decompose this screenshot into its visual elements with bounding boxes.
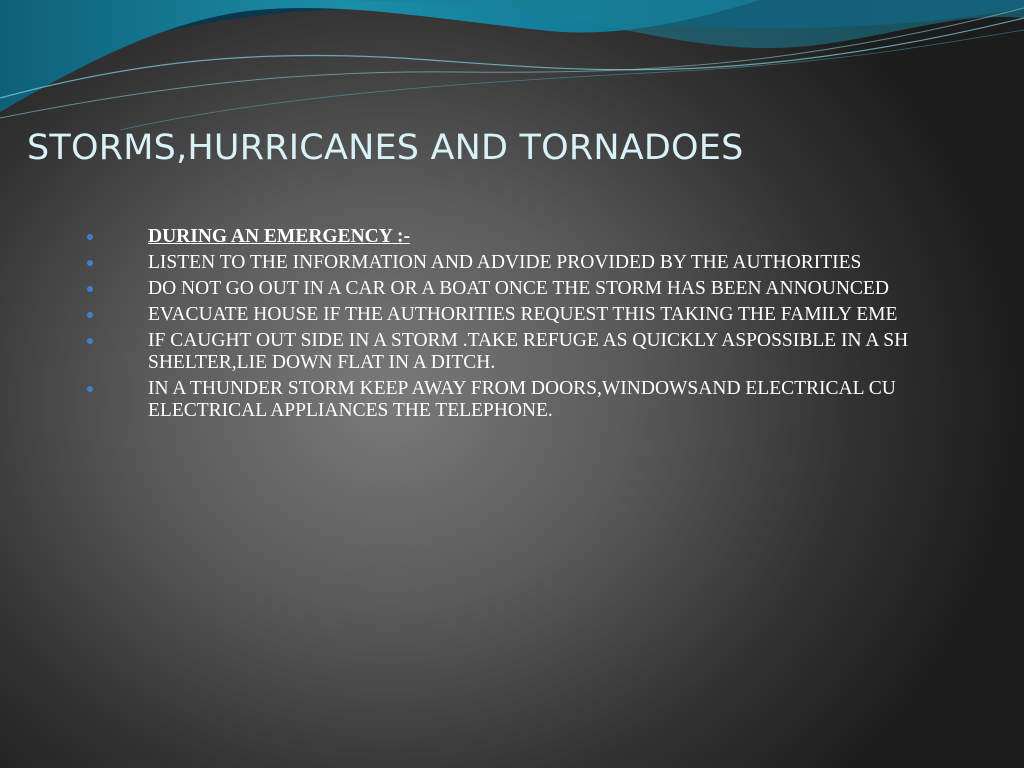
bullet-text-line-2: SHELTER,LIE DOWN FLAT IN A DITCH. xyxy=(148,352,496,373)
bullet-dot-icon xyxy=(87,386,93,392)
bullet-dot-icon xyxy=(87,260,93,266)
bullet-text-line-1: IF CAUGHT OUT SIDE IN A STORM .TAKE REFUGE AS QUICKLY ASPOSSIBLE IN A SH xyxy=(148,330,909,351)
bullet-dot-icon xyxy=(87,338,93,344)
bullet-item xyxy=(0,304,1024,326)
bullet-item xyxy=(0,330,1024,374)
bullet-item xyxy=(0,252,1024,274)
bullet-text: EVACUATE HOUSE IF THE AUTHORITIES REQUEST THIS TAKING THE FAMILY EME xyxy=(148,304,898,325)
bullet-item xyxy=(0,378,1024,422)
bullet-text: LISTEN TO THE INFORMATION AND ADVIDE PROVIDED BY THE AUTHORITIES xyxy=(148,252,862,273)
bullet-heading xyxy=(0,226,1024,248)
bullet-text: DO NOT GO OUT IN A CAR OR A BOAT ONCE THE STORM HAS BEEN ANNOUNCED xyxy=(148,278,889,299)
slide-title: STORMS,HURRICANES AND TORNADOES xyxy=(27,128,744,168)
bullet-list xyxy=(0,226,1024,426)
bullet-dot-icon xyxy=(87,234,93,240)
bullet-dot-icon xyxy=(87,312,93,318)
bullet-text-line-1: IN A THUNDER STORM KEEP AWAY FROM DOORS,WINDOWSAND ELECTRICAL CU xyxy=(148,378,896,399)
bullet-dot-icon xyxy=(87,286,93,292)
bullet-text-line-2: ELECTRICAL APPLIANCES THE TELEPHONE. xyxy=(148,400,553,421)
bullet-item xyxy=(0,278,1024,300)
header-wave-graphic xyxy=(0,0,1024,130)
bullet-text: DURING AN EMERGENCY :- xyxy=(148,226,410,247)
